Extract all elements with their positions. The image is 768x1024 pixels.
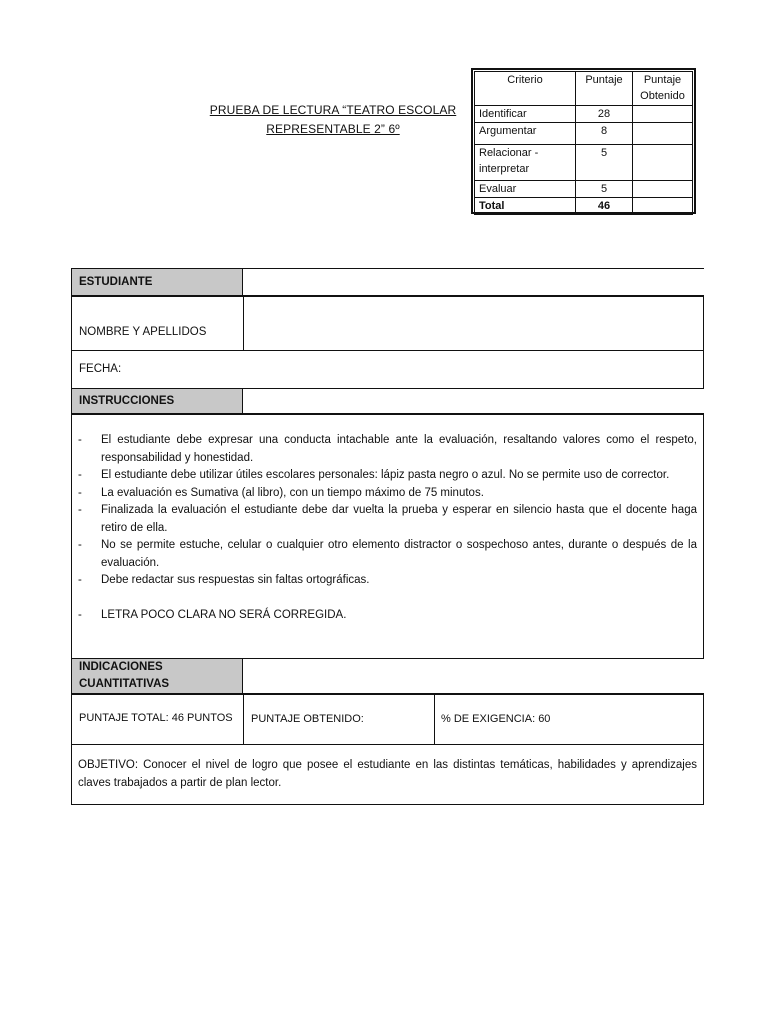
instruction-item: - La evaluación es Sumativa (al libro), con un tiempo máximo de 75 minutos.: [78, 486, 484, 499]
exigencia-label: % DE EXIGENCIA: 60: [441, 713, 551, 725]
nombre-field[interactable]: [244, 297, 703, 350]
student-form: [71, 268, 704, 805]
score-row: [475, 181, 693, 198]
estudiante-header-row: [71, 268, 704, 296]
score-total-obtenido[interactable]: [633, 198, 693, 215]
score-puntaje: 8: [576, 123, 633, 145]
score-table: [471, 68, 696, 214]
score-criterio: Relacionar - interpretar: [475, 145, 576, 181]
score-criterio: Argumentar: [475, 123, 576, 145]
header-criterio: Criterio: [475, 72, 576, 106]
puntaje-obtenido-label: PUNTAJE OBTENIDO:: [251, 713, 364, 725]
instruction-item: - El estudiante debe utilizar útiles escolares personales: lápiz pasta negro o azul. No se permite uso de corrector.: [78, 469, 670, 481]
objetivo-box: [71, 745, 704, 805]
title-line-1: PRUEBA DE LECTURA “TEATRO ESCOLAR: [209, 103, 457, 117]
score-row: [475, 106, 693, 123]
score-obtenido[interactable]: [633, 145, 693, 181]
score-obtenido[interactable]: [633, 123, 693, 145]
instruction-item-final: - LETRA POCO CLARA NO SERÁ CORREGIDA.: [78, 608, 347, 621]
score-row: [475, 145, 693, 181]
instruction-item: - No se permite estuche, celular o cualquier otro elemento distractor o sospechoso antes, durante o después de la evaluación.: [78, 539, 697, 569]
instructions-box: [71, 414, 704, 659]
score-obtenido[interactable]: [633, 106, 693, 123]
score-criterio: Identificar: [475, 106, 576, 123]
score-header-row: [475, 72, 693, 106]
score-puntaje: 28: [576, 106, 633, 123]
header-puntaje: Puntaje: [576, 72, 633, 106]
indicaciones-header-row: [71, 659, 704, 694]
header-puntaje-obtenido: Puntaje Obtenido: [633, 72, 693, 106]
instruction-item: - Debe redactar sus respuestas sin faltas ortográficas.: [78, 574, 370, 586]
estudiante-label: ESTUDIANTE: [72, 269, 243, 295]
title-line-2: REPRESENTABLE 2” 6º: [266, 122, 400, 136]
fecha-label: FECHA:: [79, 363, 122, 375]
puntaje-total-label: PUNTAJE TOTAL: 46 PUNTOS: [79, 712, 233, 724]
score-total-row: [475, 198, 693, 215]
indicaciones-label: INDICACIONES CUANTITATIVAS: [72, 659, 243, 693]
fecha-row: [71, 351, 704, 389]
fecha-field[interactable]: [132, 351, 703, 388]
puntaje-row: [71, 694, 704, 745]
score-puntaje: 5: [576, 145, 633, 181]
score-total-value: 46: [576, 198, 633, 215]
instrucciones-label: INSTRUCCIONES: [72, 389, 243, 413]
score-total-label: Total: [475, 198, 576, 215]
score-row: [475, 123, 693, 145]
objetivo-text: OBJETIVO: Conocer el nivel de logro que posee el estudiante en las distintas temáticas, habilidades y aprendizajes claves trabajados a partir de plan lector.: [78, 759, 697, 789]
puntaje-divider-2: [434, 695, 435, 744]
document-title: [200, 101, 466, 139]
instrucciones-header-row: [71, 389, 704, 414]
nombre-row: [71, 296, 704, 351]
puntaje-divider-1: [243, 695, 244, 744]
instruction-item: - El estudiante debe expresar una conducta intachable ante la evaluación, resaltando valores como el respeto, responsabilidad y honestidad.: [78, 434, 697, 464]
instruction-item: - Finalizada la evaluación el estudiante debe dar vuelta la prueba y esperar en silencio hasta que el docente haga retiro de ella.: [78, 504, 697, 534]
score-obtenido[interactable]: [633, 181, 693, 198]
score-criterio: Evaluar: [475, 181, 576, 198]
nombre-label: NOMBRE Y APELLIDOS: [79, 326, 207, 338]
score-puntaje: 5: [576, 181, 633, 198]
